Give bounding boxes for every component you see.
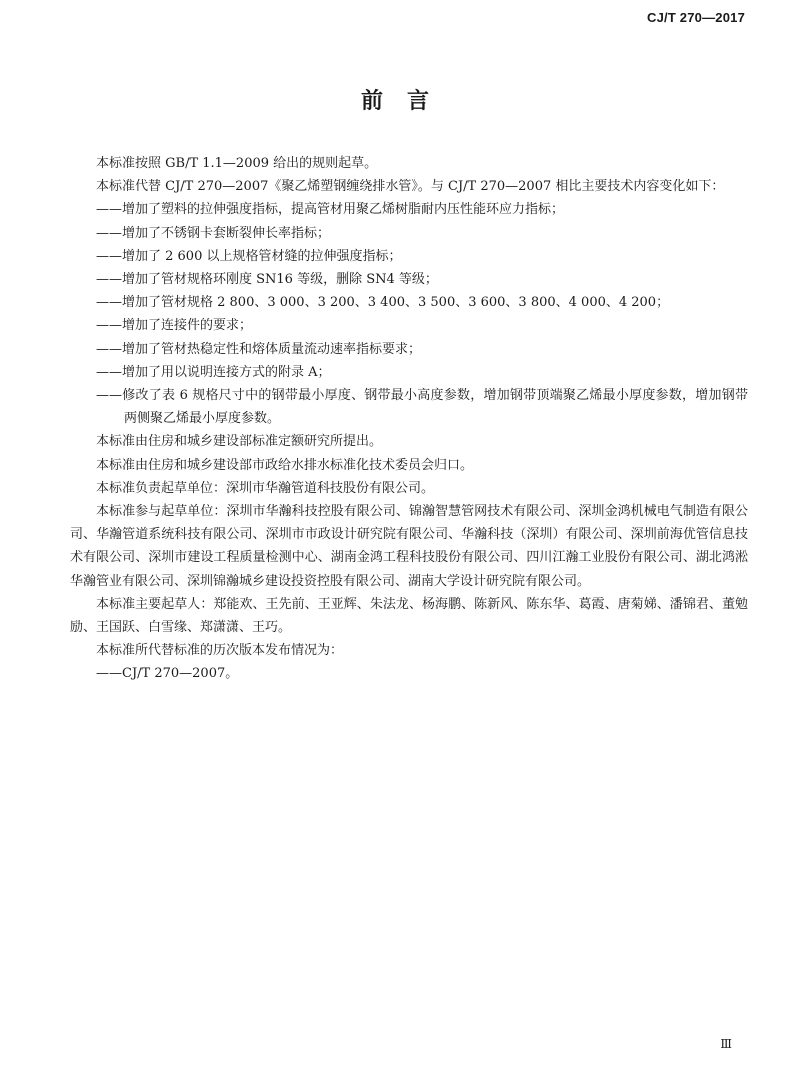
list-item: ——修改了表 6 规格尺寸中的钢带最小厚度、钢带最小高度参数，增加钢带顶端聚乙烯最小厚度参数，增加钢带两侧聚乙烯最小厚度参数。 bbox=[96, 388, 748, 427]
history-list bbox=[70, 662, 748, 685]
page-title: 前言 bbox=[360, 89, 453, 114]
document-body bbox=[70, 152, 748, 686]
paragraph-drafting-rules: 本标准按照 GB/T 1.1—2009 给出的规则起草。 bbox=[96, 156, 378, 171]
paragraph-main-drafters: 本标准主要起草人：郑能欢、王先前、王亚辉、朱法龙、杨海鹏、陈新风、陈东华、葛霞、唐菊娣、潘锦君、董勉励、王国跃、白雪缘、郑潇潇、王巧。 bbox=[70, 596, 748, 636]
paragraph-participating-drafters: 本标准参与起草单位：深圳市华瀚科技控股有限公司、锦瀚智慧管网技术有限公司、深圳金鸿机械电气制造有限公司、华瀚管道系统科技有限公司、深圳市市政设计研究院有限公司、华瀚科技（深圳）有限公司、深圳前海优管信息技术有限公司、深圳市建设工程质量检测中心、湖南金鸿工程科技股份有限公司、四川江瀚工业股份有限公司、湖北鸿淞华瀚管业有限公司、深圳锦瀚城乡建设投资控股有限公司、湖南大学设计研究院有限公司。 bbox=[70, 504, 748, 589]
list-item: ——增加了不锈钢卡套断裂伸长率指标； bbox=[96, 225, 331, 241]
list-item: ——增加了连接件的要求； bbox=[96, 318, 253, 334]
list-item: ——增加了管材热稳定性和熔体质量流动速率指标要求； bbox=[96, 341, 422, 357]
paragraph-under-jurisdiction: 本标准由住房和城乡建设部市政给水排水标准化技术委员会归口。 bbox=[96, 457, 474, 473]
changes-list bbox=[70, 198, 748, 430]
list-item: ——增加了 2 600 以上规格管材缝的拉伸强度指标； bbox=[96, 248, 402, 264]
list-item: ——增加了塑料的拉伸强度指标，提高管材用聚乙烯树脂耐内压性能环应力指标； bbox=[96, 202, 565, 218]
page-number: Ⅲ bbox=[720, 1037, 732, 1051]
list-item: ——增加了管材规格环刚度 SN16 等级，删除 SN4 等级； bbox=[96, 272, 438, 288]
paragraph-replaces-standard: 本标准代替 CJ/T 270—2007《聚乙烯塑钢缠绕排水管》。与 CJ/T 270—2007 相比主要技术内容变化如下： bbox=[96, 179, 725, 195]
list-item: ——增加了管材规格 2 800、3 000、3 200、3 400、3 500、3 600、3 800、4 000、4 200； bbox=[96, 295, 670, 311]
list-item: ——CJ/T 270—2007。 bbox=[96, 666, 239, 682]
paragraph-proposed-by: 本标准由住房和城乡建设部标准定额研究所提出。 bbox=[96, 434, 383, 450]
list-item: ——增加了用以说明连接方式的附录 A； bbox=[96, 364, 331, 380]
paragraph-version-history: 本标准所代替标准的历次版本发布情况为： bbox=[96, 643, 344, 659]
standard-code: CJ/T 270—2017 bbox=[647, 10, 745, 25]
paragraph-lead-drafter: 本标准负责起草单位：深圳市华瀚管道科技股份有限公司。 bbox=[96, 480, 435, 496]
